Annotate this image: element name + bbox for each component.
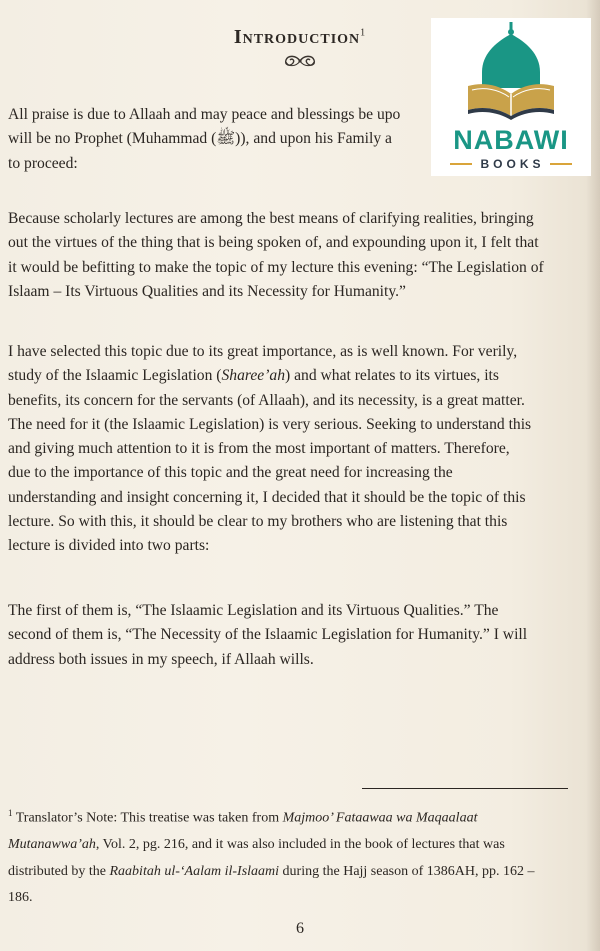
heading-ornament-icon (278, 52, 322, 70)
text-line: address both issues in my speech, if Allaah wills. (8, 650, 314, 668)
text-line: Because scholarly lectures are among the best means of clarifying realities, bringing (8, 210, 534, 227)
footnote-italic-org: Raabitah ul-‘Aalam il-Islaami (109, 863, 280, 879)
footnote (8, 800, 574, 912)
logo-rule-left (450, 163, 472, 165)
footnote-line (8, 800, 574, 832)
footnote-text: Translator’s Note: This treatise was taken from (15, 810, 283, 826)
paragraph-two-parts (8, 599, 574, 672)
paragraph-lecture-topic (8, 207, 574, 304)
mosque-dome-book-icon (466, 18, 556, 123)
logo-subtitle-row (431, 156, 591, 172)
footnote-marker: 1 (8, 808, 13, 818)
footnote-line (8, 859, 574, 886)
text-line: lecture is divided into two parts: (8, 537, 210, 555)
text-line: I have selected this topic due to its great importance, as is well known. For verily, (8, 343, 518, 360)
text-segment: study of the Islaamic Legislation ( (8, 367, 222, 385)
text-line: it would be befitting to make the topic of my lecture this evening: “The Legislation of (8, 258, 544, 276)
footnote-italic-title: Mutanawwa’ah (8, 837, 96, 853)
footnote-line: 186. (8, 890, 33, 906)
heading-footnote-marker: 1 (360, 27, 367, 39)
text-line: lecture. So with this, it should be clear to my brothers who are listening that this (8, 513, 508, 531)
nabawi-books-logo (431, 18, 591, 176)
paragraph-topic-importance (8, 340, 574, 559)
italic-term: Sharee’ah (221, 367, 286, 385)
text-line: due to the importance of this topic and the great need for increasing the (8, 464, 453, 482)
text-line (8, 364, 574, 388)
footnote-text: distributed by the (8, 863, 110, 879)
text-line: The first of them is, “The Islaamic Legislation and its Virtuous Qualities.” The (8, 602, 499, 619)
footnote-text: during the Hajj season of 1386AH, pp. 162 – (279, 863, 535, 879)
heading-title: Introduction (233, 26, 361, 48)
logo-rule-right (550, 163, 572, 165)
logo-title: NABAWI (453, 125, 569, 155)
text-line: benefits, its concern for the servants (of Allaah), and its necessity, is a great matter. (8, 391, 525, 409)
footnote-italic-title: Majmoo’ Fataawaa wa Maqaalaat (282, 810, 478, 826)
text-line: All praise is due to Allaah and may peace and blessings be upo (8, 106, 401, 123)
footnote-line (8, 832, 574, 859)
text-line: Islaam – Its Virtuous Qualities and its Necessity for Humanity.” (8, 282, 406, 300)
text-line: understanding and insight concerning it, I decided that it should be the topic of this (8, 488, 526, 506)
logo-subtitle: BOOKS (480, 157, 545, 171)
footnote-divider (362, 788, 568, 789)
text-line: to proceed: (8, 154, 78, 172)
page-number: 6 (296, 920, 304, 937)
text-line: The need for it (the Islaamic Legislation) is very serious. Seeking to understand this (8, 415, 532, 433)
text-line: out the virtues of the thing that is being spoken of, and expounding upon it, I felt that (8, 234, 539, 252)
text-line: will be no Prophet (Muhammad (ﷺ)), and upon his Family a (8, 130, 392, 148)
text-line: and giving much attention to it is from the most important of matters. Therefore, (8, 440, 510, 458)
footnote-text: , Vol. 2, pg. 216, and it was also included in the book of lectures that was (95, 837, 505, 853)
text-line: second of them is, “The Necessity of the Islaamic Legislation for Humanity.” I will (8, 626, 528, 644)
text-segment: ) and what relates to its virtues, its (285, 367, 499, 385)
